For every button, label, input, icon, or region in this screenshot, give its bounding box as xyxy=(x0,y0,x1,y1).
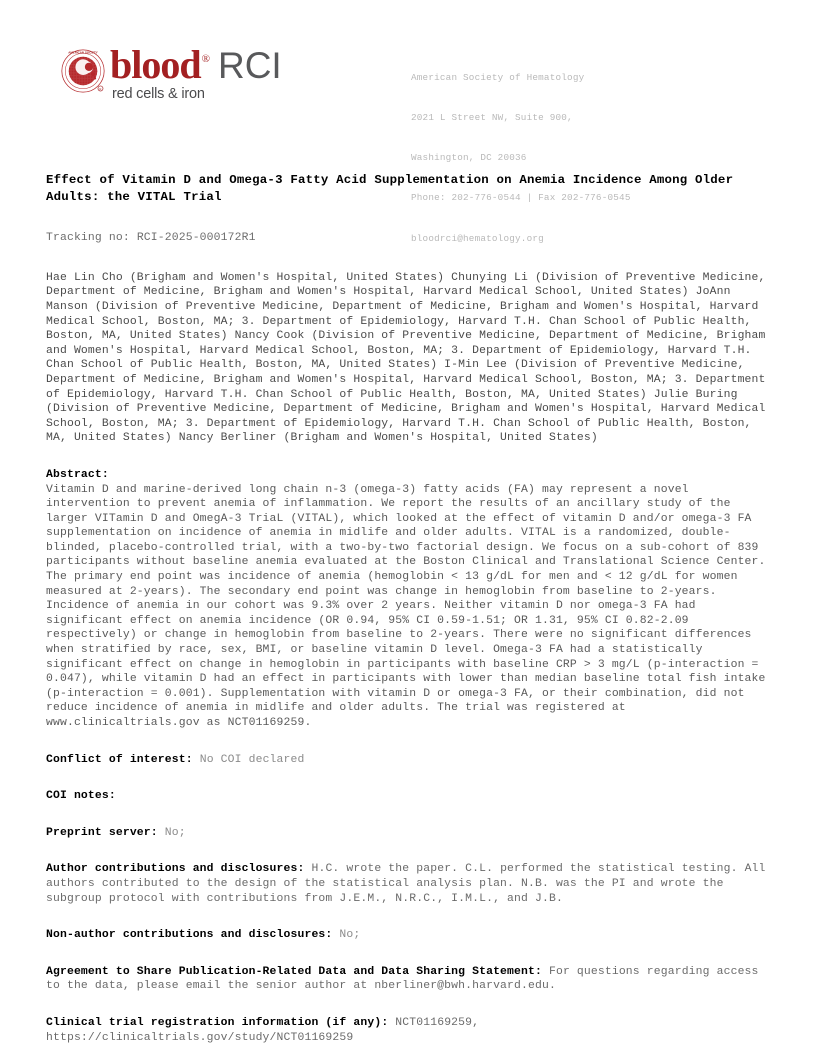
blood-rci-logo[interactable] xyxy=(60,42,300,102)
american-society-of-hematology-seal-icon xyxy=(60,48,106,94)
section-heading: Agreement to Share Publication-Related Data and Data Sharing Statement xyxy=(46,965,535,978)
section-value: No; xyxy=(339,929,361,942)
tracking-label: Tracking no: xyxy=(46,232,137,245)
section-separator: : xyxy=(185,753,200,766)
brand-blood: blood xyxy=(110,42,201,87)
section-non-author-contributions xyxy=(46,928,770,943)
section-coi-notes xyxy=(46,789,770,804)
section-heading: Conflict of interest xyxy=(46,753,186,766)
section-heading: Author contributions and disclosures xyxy=(46,863,298,876)
document-content xyxy=(46,172,770,1045)
section-value: For questions regarding access to the data, please email the senior author at nberliner@bwh.harvard.edu. xyxy=(46,965,759,993)
section-separator: : xyxy=(534,965,549,978)
section-value: No; xyxy=(164,826,186,839)
section-heading: Non-author contributions and disclosures xyxy=(46,929,326,942)
abstract-section xyxy=(46,468,770,731)
section-value: No COI declared xyxy=(199,753,305,766)
page-title: Effect of Vitamin D and Omega-3 Fatty Acid Supplementation on Anemia Incidence Among Older Adults: the VITAL Trial xyxy=(46,173,734,204)
section-value: H.C. wrote the paper. C.L. performed the statistical testing. All authors contributed to the design of the statistical analysis plan. N.B. was the PI and wrote the subgroup protocol with contributions from J.E.M., N.R.C., I.M.L., and J.B. xyxy=(46,863,766,905)
section-author-contributions xyxy=(46,862,770,906)
section-separator: : xyxy=(108,790,116,803)
section-clinical-trial-registration xyxy=(46,1016,770,1045)
section-data-sharing-agreement xyxy=(46,965,770,994)
author-affiliation-list: Hae Lin Cho (Brigham and Women's Hospital, United States) Chunying Li (Division of Preventive Medicine, Department of Medicine, Brigham and Women's Hospital, Harvard Medical School, United States) JoAnn Manson (Division of Preventive Medicine, Department of Medicine, Brigham and Women's Hospital, Harvard Medical School, Boston, MA; 3. Department of Epidemiology, Harvard T.H. Chan School of Public Health, Boston, MA, United States) Nancy Cook (Division of Preventive Medicine, Department of Medicine, Brigham and Women's Hospital, Harvard Medical School, Boston, MA; 3. Department of Epidemiology, Harvard T.H. Chan School of Public Health, Boston, MA, United States) I-Min Lee (Division of Preventive Medicine, Department of Medicine, Brigham and Women's Hospital, Harvard Medical School, Boston, MA; 3. Department of Epidemiology, Harvard T.H. Chan School of Public Health, Boston, MA, United States) Julie Buring (Division of Preventive Medicine, Department of Medicine, Brigham and Women's Hospital, Harvard Medical School, Boston, MA; 3. Department of Epidemiology, Harvard T.H. Chan School of Public Health, Boston, MA, United States) Nancy Berliner (Brigham and Women's Hospital, United States) xyxy=(46,271,766,445)
wordmark xyxy=(110,42,282,102)
contact-line-organization: American Society of Hematology xyxy=(411,71,585,83)
tracking-number-line xyxy=(46,231,770,246)
tracking-value: RCI-2025-000172R1 xyxy=(136,232,256,245)
brand-rci: RCI xyxy=(217,45,282,86)
abstract-heading: Abstract: xyxy=(46,468,109,481)
contact-line-street: 2021 L Street NW, Suite 900, xyxy=(411,112,573,124)
section-separator: : xyxy=(381,1016,396,1029)
section-conflict-of-interest xyxy=(46,753,770,768)
brand-tagline: red cells & iron xyxy=(112,86,205,102)
section-separator: : xyxy=(297,863,312,876)
registered-trademark-icon: ® xyxy=(201,53,210,65)
section-value[interactable]: NCT01169259, https://clinicaltrials.gov/study/NCT01169259 xyxy=(46,1016,480,1044)
section-preprint-server xyxy=(46,826,770,841)
contact-line-phone-fax: Phone: 202-776-0544 | Fax 202-776-0545 xyxy=(411,192,631,204)
svg-text:AMERICAN SOCIETY: AMERICAN SOCIETY xyxy=(68,50,98,55)
svg-text:R: R xyxy=(99,86,102,91)
contact-line-city: Washington, DC 20036 xyxy=(411,152,527,164)
contact-line-email[interactable]: bloodrci@hematology.org xyxy=(411,232,544,244)
section-heading: COI notes xyxy=(46,790,109,803)
section-separator: : xyxy=(325,929,340,942)
section-heading: Clinical trial registration information (if any) xyxy=(46,1016,382,1029)
section-separator: : xyxy=(150,826,165,839)
section-heading: Preprint server xyxy=(46,826,151,839)
abstract-body: Vitamin D and marine-derived long chain n-3 (omega-3) fatty acids (FA) may represent a novel intervention to prevent anemia of inflammation. We report the results of an ancillary study of the larger VITamin D and OmegA-3 TriaL (VITAL), which looked at the effect of vitamin D and/or omega-3 FA supplementation on incidence of anemia in midlife and older adults. VITAL is a randomized, double-blinded, placebo-controlled trial, with a two-by-two factorial design. We focus on a sub-cohort of 839 participants without baseline anemia evaluated at the Boston Clinical and Translational Science Center. The primary end point was incidence of anemia (hemoglobin < 13 g/dL for men and < 12 g/dL for women measured at 2-years). The secondary end point was change in hemoglobin from baseline to 2-years. Incidence of anemia in our cohort was 9.3% over 2 years. Neither vitamin D nor omega-3 FA had significant effect on anemia incidence (OR 0.94, 95% CI 0.59-1.51; OR 1.31, 95% CI 0.82-2.09 respectively) or change in hemoglobin from baseline to 2-years. There were no significant differences when stratified by race, sex, BMI, or baseline vitamin D level. Omega-3 FA had a statistically significant effect on change in hemoglobin in participants with baseline CRP > 3 mg/L (p-interaction = 0.047), while vitamin D had an effect in participants with lower than median baseline total fish intake (p-interaction = 0.001). Supplementation with vitamin D or omega-3 FA, or their combination, did not reduce incidence of anemia in midlife and older adults. The trial was registered at www.clinicaltrials.gov as NCT01169259. xyxy=(46,483,766,729)
